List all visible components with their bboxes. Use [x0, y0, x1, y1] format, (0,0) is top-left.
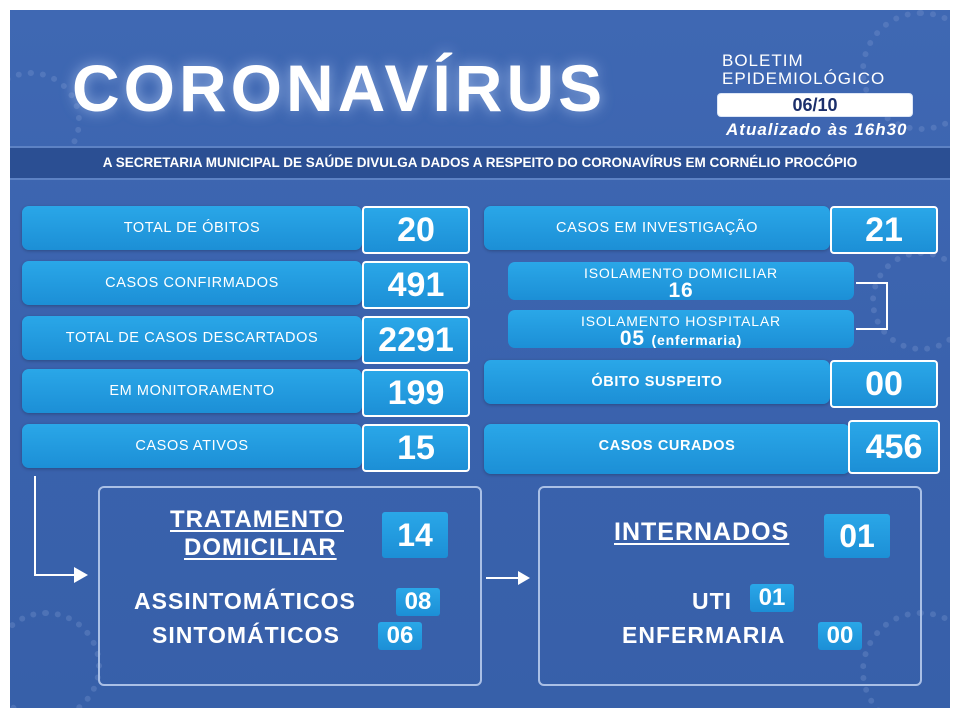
uti-value: 01 — [750, 584, 794, 612]
stat-obito-suspeito-value: 00 — [830, 360, 938, 408]
stat-label: CASOS CONFIRMADOS — [105, 275, 279, 291]
assintomaticos-value: 08 — [396, 588, 440, 616]
stat-obito-suspeito — [484, 360, 830, 404]
arrow-line — [486, 577, 520, 579]
stat-casos-curados — [484, 424, 850, 474]
stat-value: 16 — [668, 279, 694, 302]
info-banner: A SECRETARIA MUNICIPAL DE SAÚDE DIVULGA DADOS A RESPEITO DO CORONAVÍRUS EM CORNÉLIO PROCÓPIO — [10, 146, 950, 180]
stat-casos-descartados — [22, 316, 362, 360]
stat-value: 05 (enfermaria) — [619, 327, 743, 350]
bracket-line — [886, 282, 888, 330]
stat-label: CASOS ATIVOS — [135, 438, 249, 454]
stat-label: TOTAL DE CASOS DESCARTADOS — [65, 330, 319, 346]
stat-label: CASOS CURADOS — [598, 438, 736, 454]
virus-decoration-icon — [10, 610, 102, 708]
stat-label: ISOLAMENTO DOMICILIAR — [584, 265, 778, 281]
bracket-line — [856, 282, 888, 284]
bracket-line — [856, 328, 888, 330]
stat-casos-ativos — [22, 424, 362, 468]
arrow-right-icon — [74, 567, 88, 583]
stat-label: ÓBITO SUSPEITO — [591, 374, 723, 390]
stat-casos-investigacao — [484, 206, 830, 250]
boletim-label — [722, 52, 885, 88]
enfermaria-value: 00 — [818, 622, 862, 650]
stat-em-monitoramento — [22, 369, 362, 413]
arrow-right-icon — [518, 571, 530, 585]
uti-label: UTI — [692, 588, 733, 614]
stat-casos-curados-value: 456 — [848, 420, 940, 474]
bulletin-date: 06/10 — [717, 93, 913, 117]
stat-casos-confirmados-value: 491 — [362, 261, 470, 309]
tratamento-label-line2: DOMICILIAR — [184, 534, 337, 561]
updated-time: Atualizado às 16h30 — [726, 120, 908, 139]
internados-label: INTERNADOS — [614, 518, 790, 546]
virus-decoration-icon — [870, 250, 950, 352]
enfermaria-label: ENFERMARIA — [622, 622, 786, 648]
boletim-line2: EPIDEMIOLÓGICO — [722, 69, 886, 88]
internados-value: 01 — [824, 514, 890, 558]
stat-total-obitos-value: 20 — [362, 206, 470, 254]
stat-label: CASOS EM INVESTIGAÇÃO — [556, 220, 758, 236]
arrow-line — [34, 476, 36, 576]
stat-label: ISOLAMENTO HOSPITALAR — [581, 313, 781, 329]
page-title: CORONAVÍRUS — [72, 51, 607, 125]
stat-total-obitos — [22, 206, 362, 250]
sintomaticos-value: 06 — [378, 622, 422, 650]
arrow-line — [34, 574, 78, 576]
sintomaticos-label: SINTOMÁTICOS — [152, 622, 340, 648]
stat-casos-investigacao-value: 21 — [830, 206, 938, 254]
bulletin-board — [10, 10, 950, 708]
stat-label: TOTAL DE ÓBITOS — [123, 220, 261, 236]
assintomaticos-label: ASSINTOMÁTICOS — [134, 588, 356, 614]
stat-casos-ativos-value: 15 — [362, 424, 470, 472]
stat-isolamento-hospitalar — [508, 310, 854, 348]
tratamento-label-line1: TRATAMENTO — [170, 506, 344, 533]
stat-em-monitoramento-value: 199 — [362, 369, 470, 417]
stat-casos-confirmados — [22, 261, 362, 305]
stat-label: EM MONITORAMENTO — [109, 383, 275, 399]
stat-casos-descartados-value: 2291 — [362, 316, 470, 364]
boletim-line1: BOLETIM — [722, 51, 804, 70]
stat-isolamento-domiciliar — [508, 262, 854, 300]
tratamento-value: 14 — [382, 512, 448, 558]
stat-note: (enfermaria) — [651, 332, 743, 348]
